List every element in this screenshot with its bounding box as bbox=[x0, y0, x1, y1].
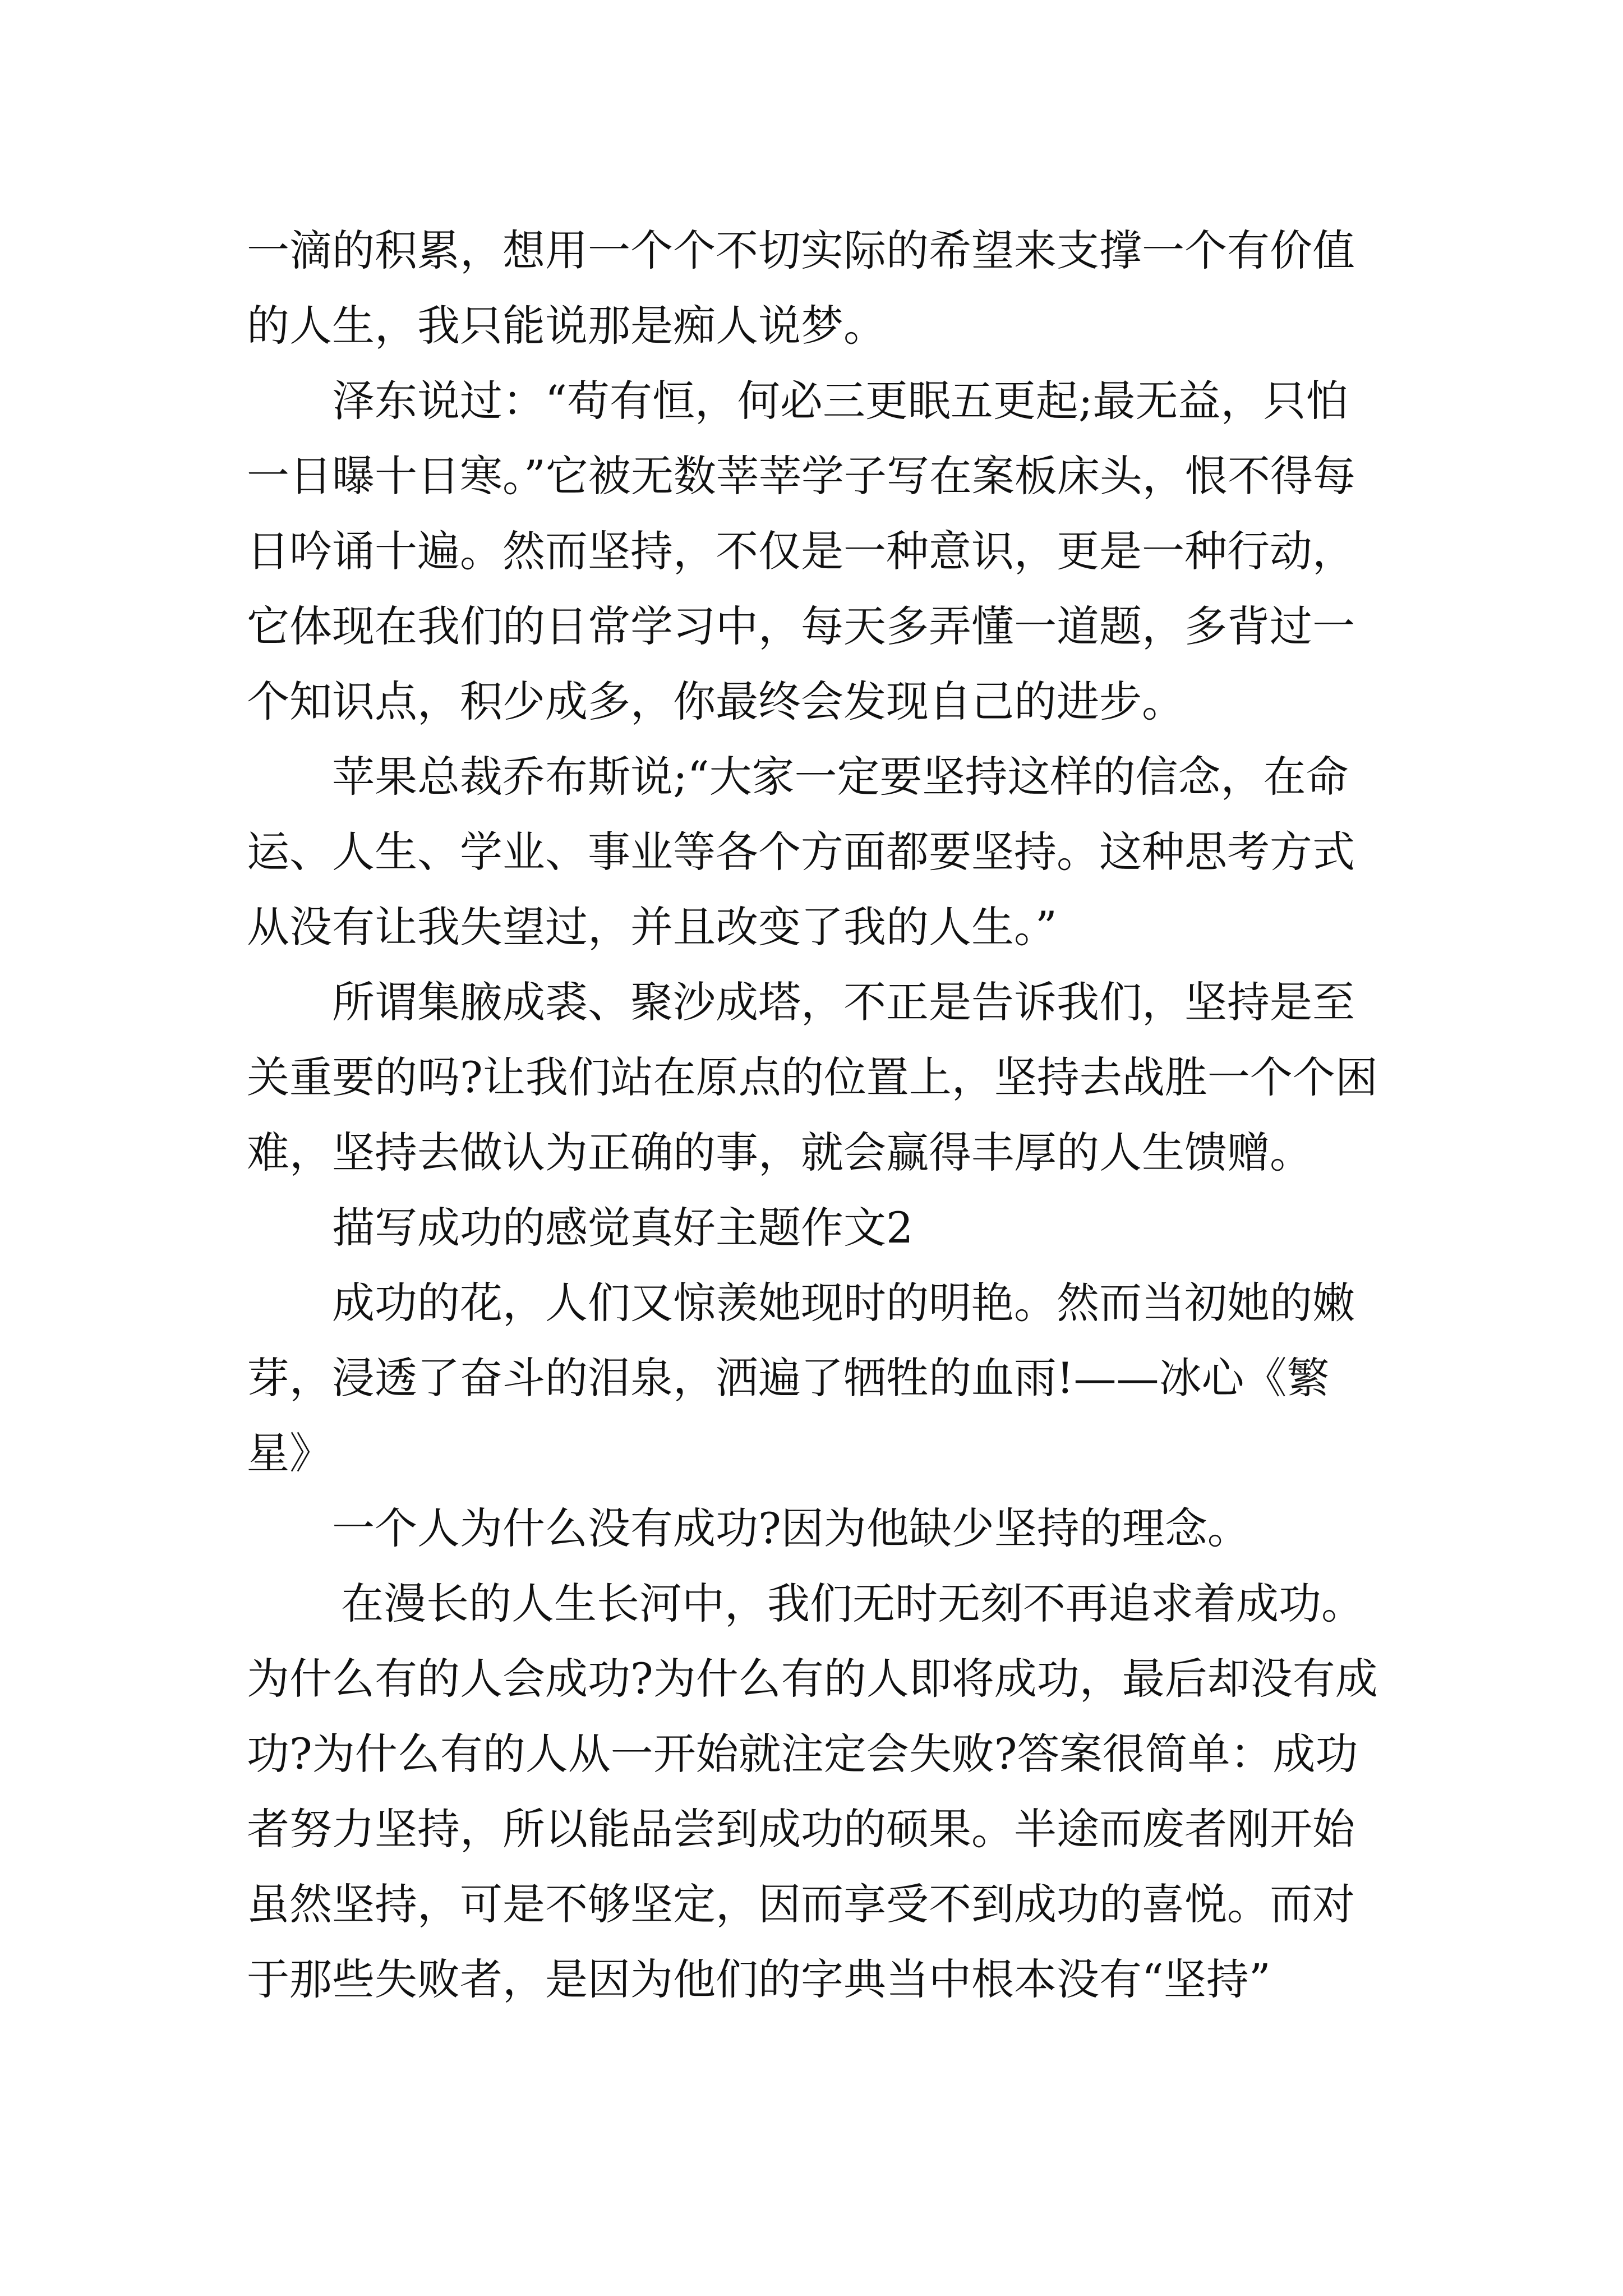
paragraph-quote-jobs: 苹果总裁乔布斯说;“大家一定要坚持这样的信念，在命运、人生、学业、事业等各个方面都要坚持。这种思考方式从没有让我失望过，并且改变了我的人生。” bbox=[247, 752, 1355, 952]
paragraph-success-discussion: 在漫长的人生长河中，我们无时无刻不再追求着成功。为什么有的人会成功?为什么有的人即将成功，最后却没有成功?为什么有的人从一开始就注定会失败?答案很简单：成功者努力坚持，所以能品尝到成功的硕果。半途而废者刚开始虽然坚持，可是不够坚定，因而享受不到成功的喜悦。而对于那些失败者，是因为他们的字典当中根本没有“坚持” bbox=[247, 1579, 1378, 2004]
paragraph-quote-zedong: 泽东说过：“苟有恒，何必三更眠五更起;最无益，只怕一日曝十日寒。”它被无数莘莘学子写在案板床头，恨不得每日吟诵十遍。然而坚持，不仅是一种意识，更是一种行动，它体现在我们的日常学习中，每天多弄懂一道题，多背过一个知识点，积少成多，你最终会发现自己的进步。 bbox=[247, 376, 1355, 726]
paragraph-persistence: 所谓集腋成裘、聚沙成塔，不正是告诉我们，坚持是至关重要的吗?让我们站在原点的位置上，坚持去战胜一个个困难，坚持去做认为正确的事，就会赢得丰厚的人生馈赠。 bbox=[247, 977, 1378, 1177]
paragraph-bingxin-quote: 成功的花，人们又惊羡她现时的明艳。然而当初她的嫩芽，浸透了奋斗的泪泉，洒遍了牺牲的血雨!——冰心《繁星》 bbox=[247, 1278, 1355, 1478]
document-body bbox=[247, 213, 1391, 2017]
paragraph-question: 一个人为什么没有成功?因为他缺少坚持的理念。 bbox=[332, 1503, 1250, 1553]
essay-title: 描写成功的感觉真好主题作文2 bbox=[332, 1203, 914, 1253]
paragraph-continuation: 一滴的积累，想用一个个不切实际的希望来支撑一个有价值的人生，我只能说那是痴人说梦。 bbox=[247, 226, 1355, 351]
